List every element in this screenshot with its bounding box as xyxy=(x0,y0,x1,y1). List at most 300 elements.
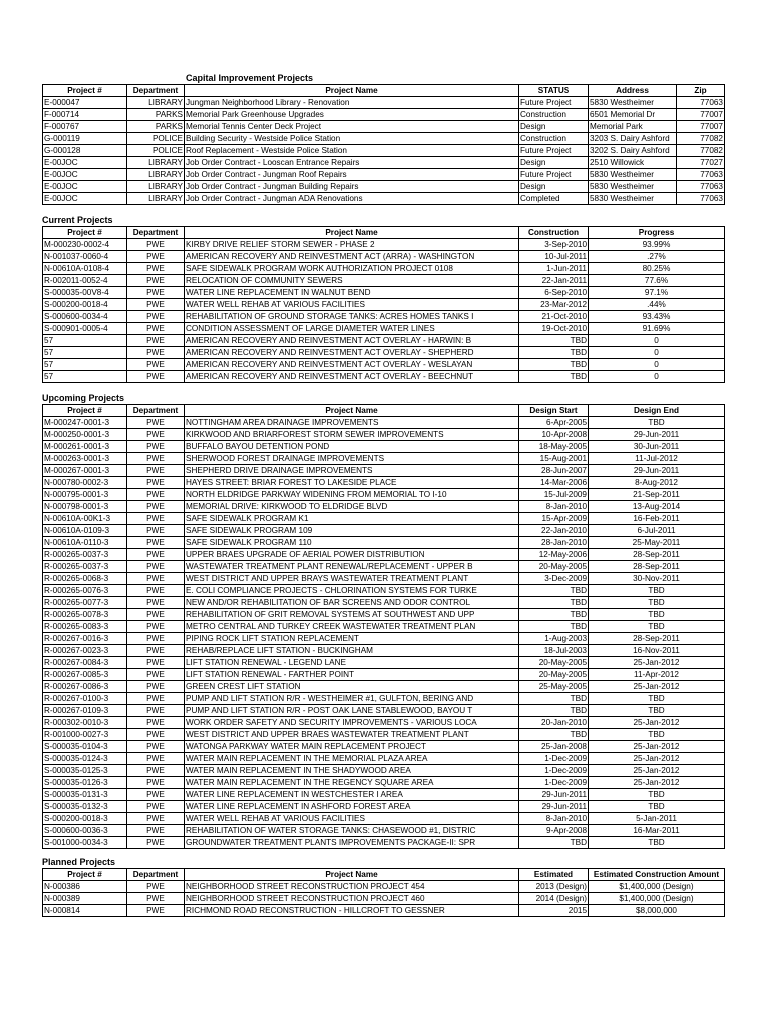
table-row xyxy=(43,371,725,383)
table-cell: 2014 (Design) xyxy=(519,893,589,905)
capital-header-cell: Project Name xyxy=(185,85,519,97)
table-cell: 25-Jan-2012 xyxy=(589,777,725,789)
table-cell: S-000035-0104-3 xyxy=(43,741,127,753)
table-cell: TBD xyxy=(519,693,589,705)
table-row xyxy=(43,477,725,489)
planned-header-cell: Department xyxy=(127,869,185,881)
table-cell: E-000047 xyxy=(43,97,127,109)
current-title: Current Projects xyxy=(42,215,113,225)
table-cell: PWE xyxy=(127,335,185,347)
table-cell: R-000267-0109-3 xyxy=(43,705,127,717)
table-cell: NEW AND/OR REHABILITATION OF BAR SCREENS AND ODOR CONTROL xyxy=(185,597,519,609)
table-cell: SHEPHERD DRIVE DRAINAGE IMPROVEMENTS xyxy=(185,465,519,477)
table-cell: 25-Jan-2008 xyxy=(519,741,589,753)
planned-table xyxy=(42,868,725,917)
table-row xyxy=(43,585,725,597)
table-cell: R-000267-0016-3 xyxy=(43,633,127,645)
table-cell: PIPING ROCK LIFT STATION REPLACEMENT xyxy=(185,633,519,645)
table-cell: 5-Jan-2011 xyxy=(589,813,725,825)
table-cell: POLICE xyxy=(127,145,185,157)
table-cell: 57 xyxy=(43,359,127,371)
table-cell: 1-Dec-2009 xyxy=(519,765,589,777)
table-cell: PWE xyxy=(127,893,185,905)
table-cell: PWE xyxy=(127,825,185,837)
table-row xyxy=(43,777,725,789)
table-cell: PWE xyxy=(127,717,185,729)
current-header-cell: Department xyxy=(127,227,185,239)
planned-header-cell: Project Name xyxy=(185,869,519,881)
table-row xyxy=(43,813,725,825)
table-cell: PWE xyxy=(127,525,185,537)
table-cell: S-000200-0018-4 xyxy=(43,299,127,311)
table-cell: AMERICAN RECOVERY AND REINVESTMENT ACT OVERLAY - BEECHNUT xyxy=(185,371,519,383)
table-cell: TBD xyxy=(589,417,725,429)
table-cell: 20-May-2005 xyxy=(519,561,589,573)
table-cell: TBD xyxy=(589,597,725,609)
planned-title: Planned Projects xyxy=(42,857,116,867)
table-cell: PUMP AND LIFT STATION R/R - POST OAK LANE STABLEWOOD, BAYOU T xyxy=(185,705,519,717)
table-cell: LIBRARY xyxy=(127,181,185,193)
table-cell: 16-Feb-2011 xyxy=(589,513,725,525)
capital-header-row xyxy=(43,85,725,97)
table-cell: 77082 xyxy=(677,133,725,145)
table-cell: TBD xyxy=(519,705,589,717)
table-cell: PWE xyxy=(127,789,185,801)
table-cell: Jungman Neighborhood Library - Renovation xyxy=(185,97,519,109)
table-cell: 28-Sep-2011 xyxy=(589,633,725,645)
table-cell: 0 xyxy=(589,347,725,359)
table-cell: 11-Apr-2012 xyxy=(589,669,725,681)
table-cell: Job Order Contract - Jungman ADA Renovations xyxy=(185,193,519,205)
current-header-cell: Project # xyxy=(43,227,127,239)
upcoming-header-cell: Department xyxy=(127,405,185,417)
table-cell: TBD xyxy=(519,585,589,597)
table-cell: 28-Sep-2011 xyxy=(589,549,725,561)
table-row xyxy=(43,609,725,621)
table-cell: SAFE SIDEWALK PROGRAM K1 xyxy=(185,513,519,525)
table-cell: PWE xyxy=(127,477,185,489)
table-cell: Memorial Tennis Center Deck Project xyxy=(185,121,519,133)
table-cell: R-000265-0037-3 xyxy=(43,561,127,573)
table-cell: PWE xyxy=(127,633,185,645)
table-cell: WATER MAIN REPLACEMENT IN THE MEMORIAL PLAZA AREA xyxy=(185,753,519,765)
table-cell: PWE xyxy=(127,561,185,573)
table-row xyxy=(43,905,725,917)
table-cell: REHABILITATION OF GRIT REMOVAL SYSTEMS AT SOUTHWEST AND UPP xyxy=(185,609,519,621)
table-cell: 25-Jan-2012 xyxy=(589,657,725,669)
table-cell: 77063 xyxy=(677,181,725,193)
table-cell: N-00610A-00K1-3 xyxy=(43,513,127,525)
table-cell: PWE xyxy=(127,669,185,681)
table-cell: AMERICAN RECOVERY AND REINVESTMENT ACT OVERLAY - SHEPHERD xyxy=(185,347,519,359)
capital-header-cell: Address xyxy=(589,85,677,97)
table-cell: Memorial Park xyxy=(589,121,677,133)
table-cell: F-000714 xyxy=(43,109,127,121)
table-cell: GROUNDWATER TREATMENT PLANTS IMPROVEMENTS PACKAGE-II: SPR xyxy=(185,837,519,849)
table-cell: 15-Aug-2001 xyxy=(519,453,589,465)
table-row xyxy=(43,263,725,275)
table-cell: PWE xyxy=(127,311,185,323)
table-cell: LIBRARY xyxy=(127,97,185,109)
table-cell: 2015 xyxy=(519,905,589,917)
table-cell: R-000265-0083-3 xyxy=(43,621,127,633)
table-cell: TBD xyxy=(589,585,725,597)
table-row xyxy=(43,109,725,121)
table-cell: PWE xyxy=(127,537,185,549)
table-cell: 8-Jan-2010 xyxy=(519,813,589,825)
current-table xyxy=(42,226,725,383)
table-cell: PWE xyxy=(127,323,185,335)
table-cell: TBD xyxy=(519,597,589,609)
table-cell: 2013 (Design) xyxy=(519,881,589,893)
table-cell: AMERICAN RECOVERY AND REINVESTMENT ACT OVERLAY - WESLAYAN xyxy=(185,359,519,371)
table-cell: 13-Aug-2014 xyxy=(589,501,725,513)
table-cell: REHABILITATION OF WATER STORAGE TANKS: CHASEWOOD #1, DISTRIC xyxy=(185,825,519,837)
table-row xyxy=(43,133,725,145)
table-cell: TBD xyxy=(589,693,725,705)
table-cell: R-000302-0010-3 xyxy=(43,717,127,729)
table-row xyxy=(43,157,725,169)
table-cell: SAFE SIDEWALK PROGRAM WORK AUTHORIZATION PROJECT 0108 xyxy=(185,263,519,275)
table-cell: PWE xyxy=(127,693,185,705)
table-cell: R-000267-0085-3 xyxy=(43,669,127,681)
table-cell: PWE xyxy=(127,881,185,893)
table-cell: E-00JOC xyxy=(43,169,127,181)
table-cell: $1,400,000 (Design) xyxy=(589,893,725,905)
table-cell: 57 xyxy=(43,347,127,359)
table-cell: 28-Jan-2010 xyxy=(519,537,589,549)
table-cell: 77063 xyxy=(677,193,725,205)
table-cell: N-00610A-0109-3 xyxy=(43,525,127,537)
capital-section xyxy=(42,72,725,205)
table-cell: 77007 xyxy=(677,121,725,133)
table-cell: TBD xyxy=(519,371,589,383)
table-cell: WATER LINE REPLACEMENT IN ASHFORD FOREST AREA xyxy=(185,801,519,813)
table-cell: 30-Jun-2011 xyxy=(589,441,725,453)
table-cell: 16-Nov-2011 xyxy=(589,645,725,657)
table-cell: 25-Jan-2012 xyxy=(589,717,725,729)
table-cell: N-000795-0001-3 xyxy=(43,489,127,501)
table-cell: Design xyxy=(519,121,589,133)
table-cell: 77007 xyxy=(677,109,725,121)
planned-header-cell: Estimated Construction Amount xyxy=(589,869,725,881)
table-cell: M-000247-0001-3 xyxy=(43,417,127,429)
table-cell: PWE xyxy=(127,705,185,717)
table-cell: R-000265-0077-3 xyxy=(43,597,127,609)
table-cell: TBD xyxy=(589,837,725,849)
table-row xyxy=(43,429,725,441)
table-cell: 8-Aug-2012 xyxy=(589,477,725,489)
table-row xyxy=(43,181,725,193)
table-cell: PWE xyxy=(127,453,185,465)
table-cell: R-000265-0037-3 xyxy=(43,549,127,561)
table-row xyxy=(43,537,725,549)
table-cell: 22-Jan-2010 xyxy=(519,525,589,537)
table-cell: 12-May-2006 xyxy=(519,549,589,561)
table-cell: WASTEWATER TREATMENT PLANT RENEWAL/REPLACEMENT - UPPER B xyxy=(185,561,519,573)
table-cell: 30-Nov-2011 xyxy=(589,573,725,585)
table-cell: AMERICAN RECOVERY AND REINVESTMENT ACT (ARRA) - WASHINGTON xyxy=(185,251,519,263)
table-row xyxy=(43,621,725,633)
table-row xyxy=(43,705,725,717)
table-cell: SAFE SIDEWALK PROGRAM 110 xyxy=(185,537,519,549)
table-cell: PWE xyxy=(127,729,185,741)
table-cell: $8,000,000 xyxy=(589,905,725,917)
table-cell: R-000267-0086-3 xyxy=(43,681,127,693)
table-row xyxy=(43,417,725,429)
table-cell: NORTH ELDRIDGE PARKWAY WIDENING FROM MEMORIAL TO I-10 xyxy=(185,489,519,501)
table-cell: Design xyxy=(519,181,589,193)
table-cell: .44% xyxy=(589,299,725,311)
table-row xyxy=(43,657,725,669)
upcoming-table xyxy=(42,404,725,849)
table-cell: 21-Oct-2010 xyxy=(519,311,589,323)
table-cell: PARKS xyxy=(127,121,185,133)
table-cell: WEST DISTRICT AND UPPER BRAES WASTEWATER TREATMENT PLANT xyxy=(185,729,519,741)
table-cell: WATER WELL REHAB AT VARIOUS FACILITIES xyxy=(185,299,519,311)
table-cell: S-000901-0005-4 xyxy=(43,323,127,335)
table-cell: 25-May-2005 xyxy=(519,681,589,693)
table-cell: LIBRARY xyxy=(127,169,185,181)
table-cell: NEIGHBORHOOD STREET RECONSTRUCTION PROJECT 460 xyxy=(185,893,519,905)
table-cell: WATONGA PARKWAY WATER MAIN REPLACEMENT PROJECT xyxy=(185,741,519,753)
table-cell: NEIGHBORHOOD STREET RECONSTRUCTION PROJECT 454 xyxy=(185,881,519,893)
table-cell: R-000265-0078-3 xyxy=(43,609,127,621)
table-cell: Future Project xyxy=(519,97,589,109)
table-cell: PWE xyxy=(127,263,185,275)
table-cell: 3202 S. Dairy Ashford xyxy=(589,145,677,157)
table-row xyxy=(43,789,725,801)
table-cell: 5830 Westheimer xyxy=(589,181,677,193)
table-cell: POLICE xyxy=(127,133,185,145)
table-row xyxy=(43,741,725,753)
table-cell: PARKS xyxy=(127,109,185,121)
table-cell: Future Project xyxy=(519,145,589,157)
table-row xyxy=(43,169,725,181)
table-cell: 77027 xyxy=(677,157,725,169)
table-cell: KIRKWOOD AND BRIARFOREST STORM SEWER IMPROVEMENTS xyxy=(185,429,519,441)
table-cell: 14-Mar-2006 xyxy=(519,477,589,489)
table-cell: PWE xyxy=(127,441,185,453)
table-cell: .27% xyxy=(589,251,725,263)
table-cell: 2510 Willowick xyxy=(589,157,677,169)
table-row xyxy=(43,561,725,573)
table-cell: BUFFALO BAYOU DETENTION POND xyxy=(185,441,519,453)
table-cell: 19-Oct-2010 xyxy=(519,323,589,335)
table-cell: PWE xyxy=(127,609,185,621)
table-cell: TBD xyxy=(519,729,589,741)
table-cell: Completed xyxy=(519,193,589,205)
table-row xyxy=(43,359,725,371)
table-cell: TBD xyxy=(519,837,589,849)
table-cell: 15-Apr-2009 xyxy=(519,513,589,525)
table-row xyxy=(43,193,725,205)
table-cell: 10-Apr-2008 xyxy=(519,429,589,441)
table-cell: R-002011-0052-4 xyxy=(43,275,127,287)
table-cell: PWE xyxy=(127,681,185,693)
table-cell: E. COLI COMPLIANCE PROJECTS - CHLORINATION SYSTEMS FOR TURKE xyxy=(185,585,519,597)
table-cell: WATER MAIN REPLACEMENT IN THE SHADYWOOD AREA xyxy=(185,765,519,777)
table-cell: PWE xyxy=(127,753,185,765)
table-cell: PWE xyxy=(127,837,185,849)
planned-header-cell: Estimated xyxy=(519,869,589,881)
table-cell: Future Project xyxy=(519,169,589,181)
table-cell: HAYES STREET: BRIAR FOREST TO LAKESIDE PLACE xyxy=(185,477,519,489)
table-cell: M-000263-0001-3 xyxy=(43,453,127,465)
current-header-cell: Project Name xyxy=(185,227,519,239)
table-row xyxy=(43,299,725,311)
table-cell: E-00JOC xyxy=(43,193,127,205)
table-row xyxy=(43,893,725,905)
upcoming-header-cell: Design Start xyxy=(519,405,589,417)
table-cell: E-00JOC xyxy=(43,157,127,169)
table-cell: REHAB/REPLACE LIFT STATION - BUCKINGHAM xyxy=(185,645,519,657)
table-cell: PWE xyxy=(127,489,185,501)
table-row xyxy=(43,323,725,335)
table-cell: 5830 Westheimer xyxy=(589,193,677,205)
table-row xyxy=(43,251,725,263)
table-row xyxy=(43,525,725,537)
table-cell: PWE xyxy=(127,621,185,633)
table-cell: N-001037-0060-4 xyxy=(43,251,127,263)
table-cell: KIRBY DRIVE RELIEF STORM SEWER - PHASE 2 xyxy=(185,239,519,251)
table-cell: 97.1% xyxy=(589,287,725,299)
table-cell: 77082 xyxy=(677,145,725,157)
table-cell: Job Order Contract - Looscan Entrance Repairs xyxy=(185,157,519,169)
table-cell: PWE xyxy=(127,275,185,287)
table-cell: S-000035-0132-3 xyxy=(43,801,127,813)
table-row xyxy=(43,597,725,609)
table-row xyxy=(43,645,725,657)
table-cell: S-000035-0125-3 xyxy=(43,765,127,777)
table-cell: 25-May-2011 xyxy=(589,537,725,549)
upcoming-header-cell: Project # xyxy=(43,405,127,417)
table-cell: GREEN CREST LIFT STATION xyxy=(185,681,519,693)
table-cell: METRO CENTRAL AND TURKEY CREEK WASTEWATER TREATMENT PLAN xyxy=(185,621,519,633)
table-cell: WATER WELL REHAB AT VARIOUS FACILITIES xyxy=(185,813,519,825)
table-cell: PWE xyxy=(127,645,185,657)
table-cell: R-000265-0076-3 xyxy=(43,585,127,597)
table-cell: 77063 xyxy=(677,169,725,181)
table-cell: PWE xyxy=(127,813,185,825)
table-cell: TBD xyxy=(589,729,725,741)
table-cell: 20-May-2005 xyxy=(519,657,589,669)
planned-header-cell: Project # xyxy=(43,869,127,881)
table-row xyxy=(43,573,725,585)
table-cell: 77.6% xyxy=(589,275,725,287)
table-cell: PWE xyxy=(127,513,185,525)
planned-header-row xyxy=(43,869,725,881)
table-cell: 1-Aug-2003 xyxy=(519,633,589,645)
table-cell: TBD xyxy=(589,801,725,813)
table-row xyxy=(43,441,725,453)
table-cell: NOTTINGHAM AREA DRAINAGE IMPROVEMENTS xyxy=(185,417,519,429)
table-row xyxy=(43,801,725,813)
table-cell: Roof Replacement - Westside Police Station xyxy=(185,145,519,157)
table-cell: PWE xyxy=(127,417,185,429)
upcoming-title: Upcoming Projects xyxy=(42,393,125,403)
table-row xyxy=(43,549,725,561)
table-cell: PWE xyxy=(127,465,185,477)
table-cell: 93.43% xyxy=(589,311,725,323)
table-cell: 6-Apr-2005 xyxy=(519,417,589,429)
current-header-row xyxy=(43,227,725,239)
table-row xyxy=(43,347,725,359)
table-cell: N-00610A-0110-3 xyxy=(43,537,127,549)
table-cell: Design xyxy=(519,157,589,169)
table-cell: RICHMOND ROAD RECONSTRUCTION - HILLCROFT TO GESSNER xyxy=(185,905,519,917)
table-cell: 1-Dec-2009 xyxy=(519,753,589,765)
table-cell: 6-Jul-2011 xyxy=(589,525,725,537)
table-cell: 29-Jun-2011 xyxy=(589,429,725,441)
table-cell: 93.99% xyxy=(589,239,725,251)
table-cell: 16-Mar-2011 xyxy=(589,825,725,837)
table-cell: Job Order Contract - Jungman Building Repairs xyxy=(185,181,519,193)
table-cell: S-001000-0034-3 xyxy=(43,837,127,849)
table-cell: PWE xyxy=(127,801,185,813)
table-cell: 18-May-2005 xyxy=(519,441,589,453)
capital-header-cell: Project # xyxy=(43,85,127,97)
capital-header-cell: STATUS xyxy=(519,85,589,97)
table-cell: 1-Jun-2011 xyxy=(519,263,589,275)
table-cell: F-000767 xyxy=(43,121,127,133)
table-cell: PWE xyxy=(127,429,185,441)
table-cell: 28-Sep-2011 xyxy=(589,561,725,573)
table-cell: M-000230-0002-4 xyxy=(43,239,127,251)
table-cell: 80.25% xyxy=(589,263,725,275)
table-row xyxy=(43,633,725,645)
table-cell: PWE xyxy=(127,251,185,263)
table-cell: 5830 Westheimer xyxy=(589,169,677,181)
table-cell: $1,400,000 (Design) xyxy=(589,881,725,893)
table-cell: 25-Jan-2012 xyxy=(589,681,725,693)
table-cell: Memorial Park Greenhouse Upgrades xyxy=(185,109,519,121)
table-row xyxy=(43,881,725,893)
table-cell: UPPER BRAES UPGRADE OF AERIAL POWER DISTRIBUTION xyxy=(185,549,519,561)
table-cell: TBD xyxy=(589,705,725,717)
table-cell: N-000814 xyxy=(43,905,127,917)
table-cell: N-000389 xyxy=(43,893,127,905)
table-cell: 77063 xyxy=(677,97,725,109)
table-cell: SAFE SIDEWALK PROGRAM 109 xyxy=(185,525,519,537)
table-cell: PWE xyxy=(127,765,185,777)
table-cell: N-000798-0001-3 xyxy=(43,501,127,513)
capital-header-cell: Zip xyxy=(677,85,725,97)
table-cell: AMERICAN RECOVERY AND REINVESTMENT ACT OVERLAY - HARWIN: B xyxy=(185,335,519,347)
table-cell: PWE xyxy=(127,287,185,299)
upcoming-section xyxy=(42,392,725,849)
table-cell: S-000035-0124-3 xyxy=(43,753,127,765)
table-cell: WORK ORDER SAFETY AND SECURITY IMPROVEMENTS - VARIOUS LOCA xyxy=(185,717,519,729)
table-cell: R-000265-0068-3 xyxy=(43,573,127,585)
table-cell: PWE xyxy=(127,657,185,669)
table-cell: S-000600-0036-3 xyxy=(43,825,127,837)
table-cell: N-00610A-0108-4 xyxy=(43,263,127,275)
table-cell: PWE xyxy=(127,741,185,753)
table-cell: 18-Jul-2003 xyxy=(519,645,589,657)
table-row xyxy=(43,513,725,525)
table-cell: 20-May-2005 xyxy=(519,669,589,681)
table-cell: R-000267-0100-3 xyxy=(43,693,127,705)
table-row xyxy=(43,669,725,681)
table-cell: MEMORIAL DRIVE: KIRKWOOD TO ELDRIDGE BLVD xyxy=(185,501,519,513)
table-cell: S-000035-0126-3 xyxy=(43,777,127,789)
current-header-cell: Construction xyxy=(519,227,589,239)
table-cell: LIFT STATION RENEWAL - LEGEND LANE xyxy=(185,657,519,669)
table-cell: PWE xyxy=(127,299,185,311)
table-row xyxy=(43,465,725,477)
table-row xyxy=(43,681,725,693)
